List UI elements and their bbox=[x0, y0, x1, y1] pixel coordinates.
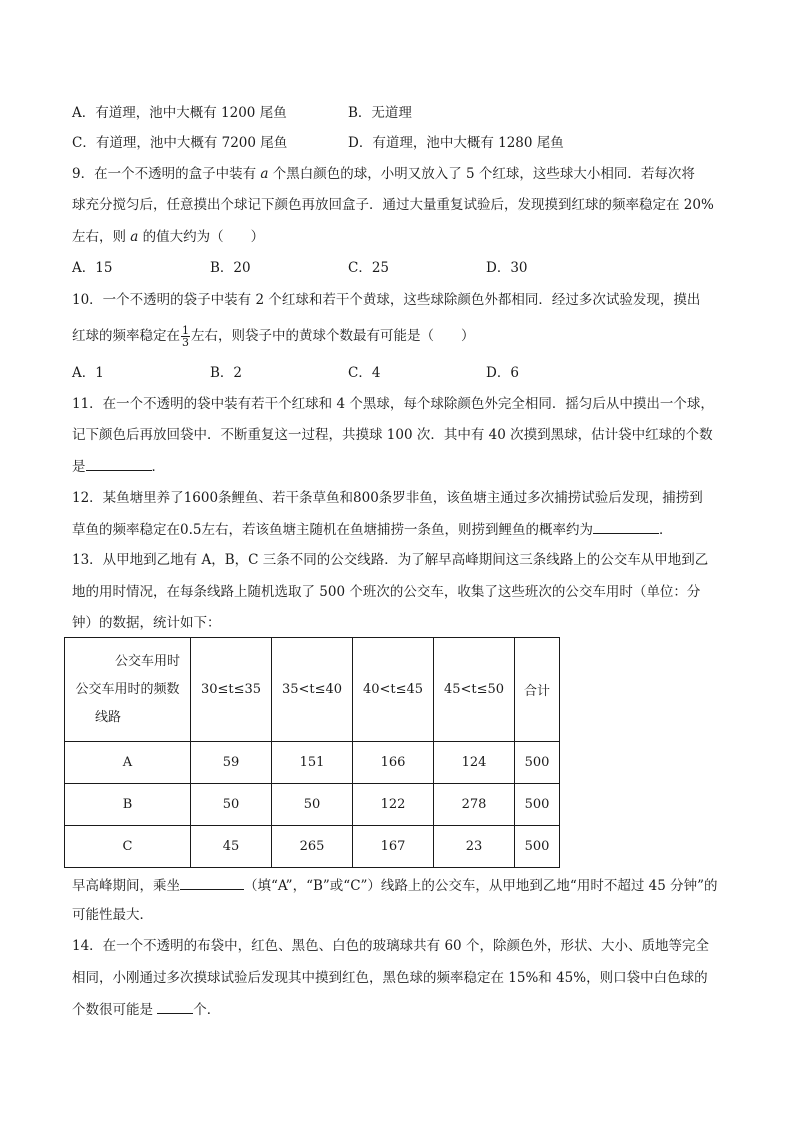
answer-blank bbox=[593, 519, 659, 534]
table-cell: 278 bbox=[434, 784, 515, 826]
route-cell: A bbox=[65, 742, 191, 784]
q10-line-2: 红球的频率稳定在 $\frac{1}{3}$ 左右，则袋子中的黄球个数最有可能是（ ） bbox=[72, 324, 475, 349]
table-corner-cell: 公交车用时 公交车用时的频数 线路 bbox=[65, 638, 191, 742]
q8-option-d: D．有道理，池中大概有 1280 尾鱼 bbox=[348, 135, 564, 151]
route-cell: C bbox=[65, 826, 191, 868]
header-total: 合计 bbox=[515, 638, 560, 742]
route-cell: B bbox=[65, 784, 191, 826]
q14-line-1: 14．在一个不透明的布袋中，红色、黑色、白色的玻璃球共有 60 个，除颜色外，形状、大小、质地等完全 bbox=[72, 938, 709, 954]
answer-blank bbox=[86, 456, 152, 471]
q12-line-1: 12．某鱼塘里养了1600条鲤鱼、若干条草鱼和800条罗非鱼，该鱼塘主通过多次捕捞试验后发现，捕捞到 bbox=[72, 490, 703, 506]
q13-after-line-1: 早高峰期间，乘坐 （填“A”，“B”或“C”）线路上的公交车，从甲地到乙地“用时不超过 45 分钟”的 bbox=[72, 875, 718, 896]
table-cell: 59 bbox=[191, 742, 272, 784]
table-cell: 166 bbox=[353, 742, 434, 784]
q11-line-3: 是 ． bbox=[72, 456, 165, 477]
q10-option-c: C．4 bbox=[348, 365, 381, 381]
table-row bbox=[65, 742, 560, 784]
table-cell: 124 bbox=[434, 742, 515, 784]
table-cell: 500 bbox=[515, 784, 560, 826]
table-cell: 122 bbox=[353, 784, 434, 826]
fraction-one-third: $\frac{1}{3}$ bbox=[182, 324, 189, 349]
q10-option-d: D．6 bbox=[486, 365, 519, 381]
table-header-row bbox=[65, 638, 560, 742]
q12-line-2: 草鱼的频率稳定在0.5左右，若该鱼塘主随机在鱼塘捕捞一条鱼，则捞到鲤鱼的概率约为 ． bbox=[72, 519, 672, 540]
variable-a: a bbox=[260, 166, 269, 182]
q11-line-1: 11．在一个不透明的袋中装有若干个红球和 4 个黑球，每个球除颜色外完全相同．摇匀后从中摸出一个球， bbox=[72, 396, 714, 412]
q10-line-1: 10．一个不透明的袋子中装有 2 个红球和若干个黄球，这些球除颜色外都相同．经过多次试验发现，摸出 bbox=[72, 292, 701, 308]
table-cell: 23 bbox=[434, 826, 515, 868]
table-cell: 265 bbox=[272, 826, 353, 868]
q13-line-2: 地的用时情况，在每条线路上随机选取了 500 个班次的公交车，收集了这些班次的公交车用时（单位：分 bbox=[72, 584, 701, 600]
q13-line-3: 钟）的数据，统计如下： bbox=[72, 615, 221, 631]
q8-option-b: B．无道理 bbox=[348, 105, 412, 121]
q10-option-a: A．1 bbox=[72, 365, 104, 381]
header-interval-45-50: 45<t≤50 bbox=[434, 638, 515, 742]
q10-option-b: B．2 bbox=[210, 365, 243, 381]
q9-line-1: 9．在一个不透明的盒子中装有 a 个黑白颜色的球，小明又放入了 5 个红球，这些球大小相同．若每次将 bbox=[72, 166, 695, 182]
q9-line-2: 球充分搅匀后，任意摸出个球记下颜色再放回盒子．通过大量重复试验后，发现摸到红球的频率稳定在 20% bbox=[72, 197, 714, 213]
table-cell: 167 bbox=[353, 826, 434, 868]
bus-time-frequency-table bbox=[64, 637, 560, 868]
header-interval-40-45: 40<t≤45 bbox=[353, 638, 434, 742]
q13-line-1: 13．从甲地到乙地有 A，B，C 三条不同的公交线路．为了解早高峰期间这三条线路上的公交车从甲地到乙 bbox=[72, 552, 709, 568]
table-cell: 50 bbox=[272, 784, 353, 826]
q11-line-2: 记下颜色后再放回袋中．不断重复这一过程，共摸球 100 次．其中有 40 次摸到黑球，估计袋中红球的个数 bbox=[72, 427, 713, 443]
q9-line-3: 左右，则 a 的值大约为（ ） bbox=[72, 229, 265, 245]
header-interval-35-40: 35<t≤40 bbox=[272, 638, 353, 742]
table-cell: 50 bbox=[191, 784, 272, 826]
answer-blank bbox=[180, 875, 244, 890]
q9-option-b: B．20 bbox=[210, 260, 251, 276]
table-cell: 500 bbox=[515, 826, 560, 868]
q14-line-2: 相同，小刚通过多次摸球试验后发现其中摸到红色，黑色球的频率稳定在 15%和 45%，则口袋中白色球的 bbox=[72, 970, 708, 986]
q9-option-c: C．25 bbox=[348, 260, 390, 276]
table-row bbox=[65, 826, 560, 868]
q9-option-d: D．30 bbox=[486, 260, 528, 276]
answer-blank bbox=[157, 999, 193, 1014]
table-cell: 151 bbox=[272, 742, 353, 784]
q8-option-c: C．有道理，池中大概有 7200 尾鱼 bbox=[72, 135, 288, 151]
q8-option-a: A．有道理，池中大概有 1200 尾鱼 bbox=[72, 105, 287, 121]
header-interval-30-35: 30≤t≤35 bbox=[191, 638, 272, 742]
table-cell: 45 bbox=[191, 826, 272, 868]
q13-after-line-2: 可能性最大． bbox=[72, 907, 153, 923]
variable-a: a bbox=[130, 229, 139, 245]
q14-line-3: 个数很可能是 个． bbox=[72, 999, 220, 1020]
table-row bbox=[65, 784, 560, 826]
table-cell: 500 bbox=[515, 742, 560, 784]
q9-option-a: A．15 bbox=[72, 260, 113, 276]
